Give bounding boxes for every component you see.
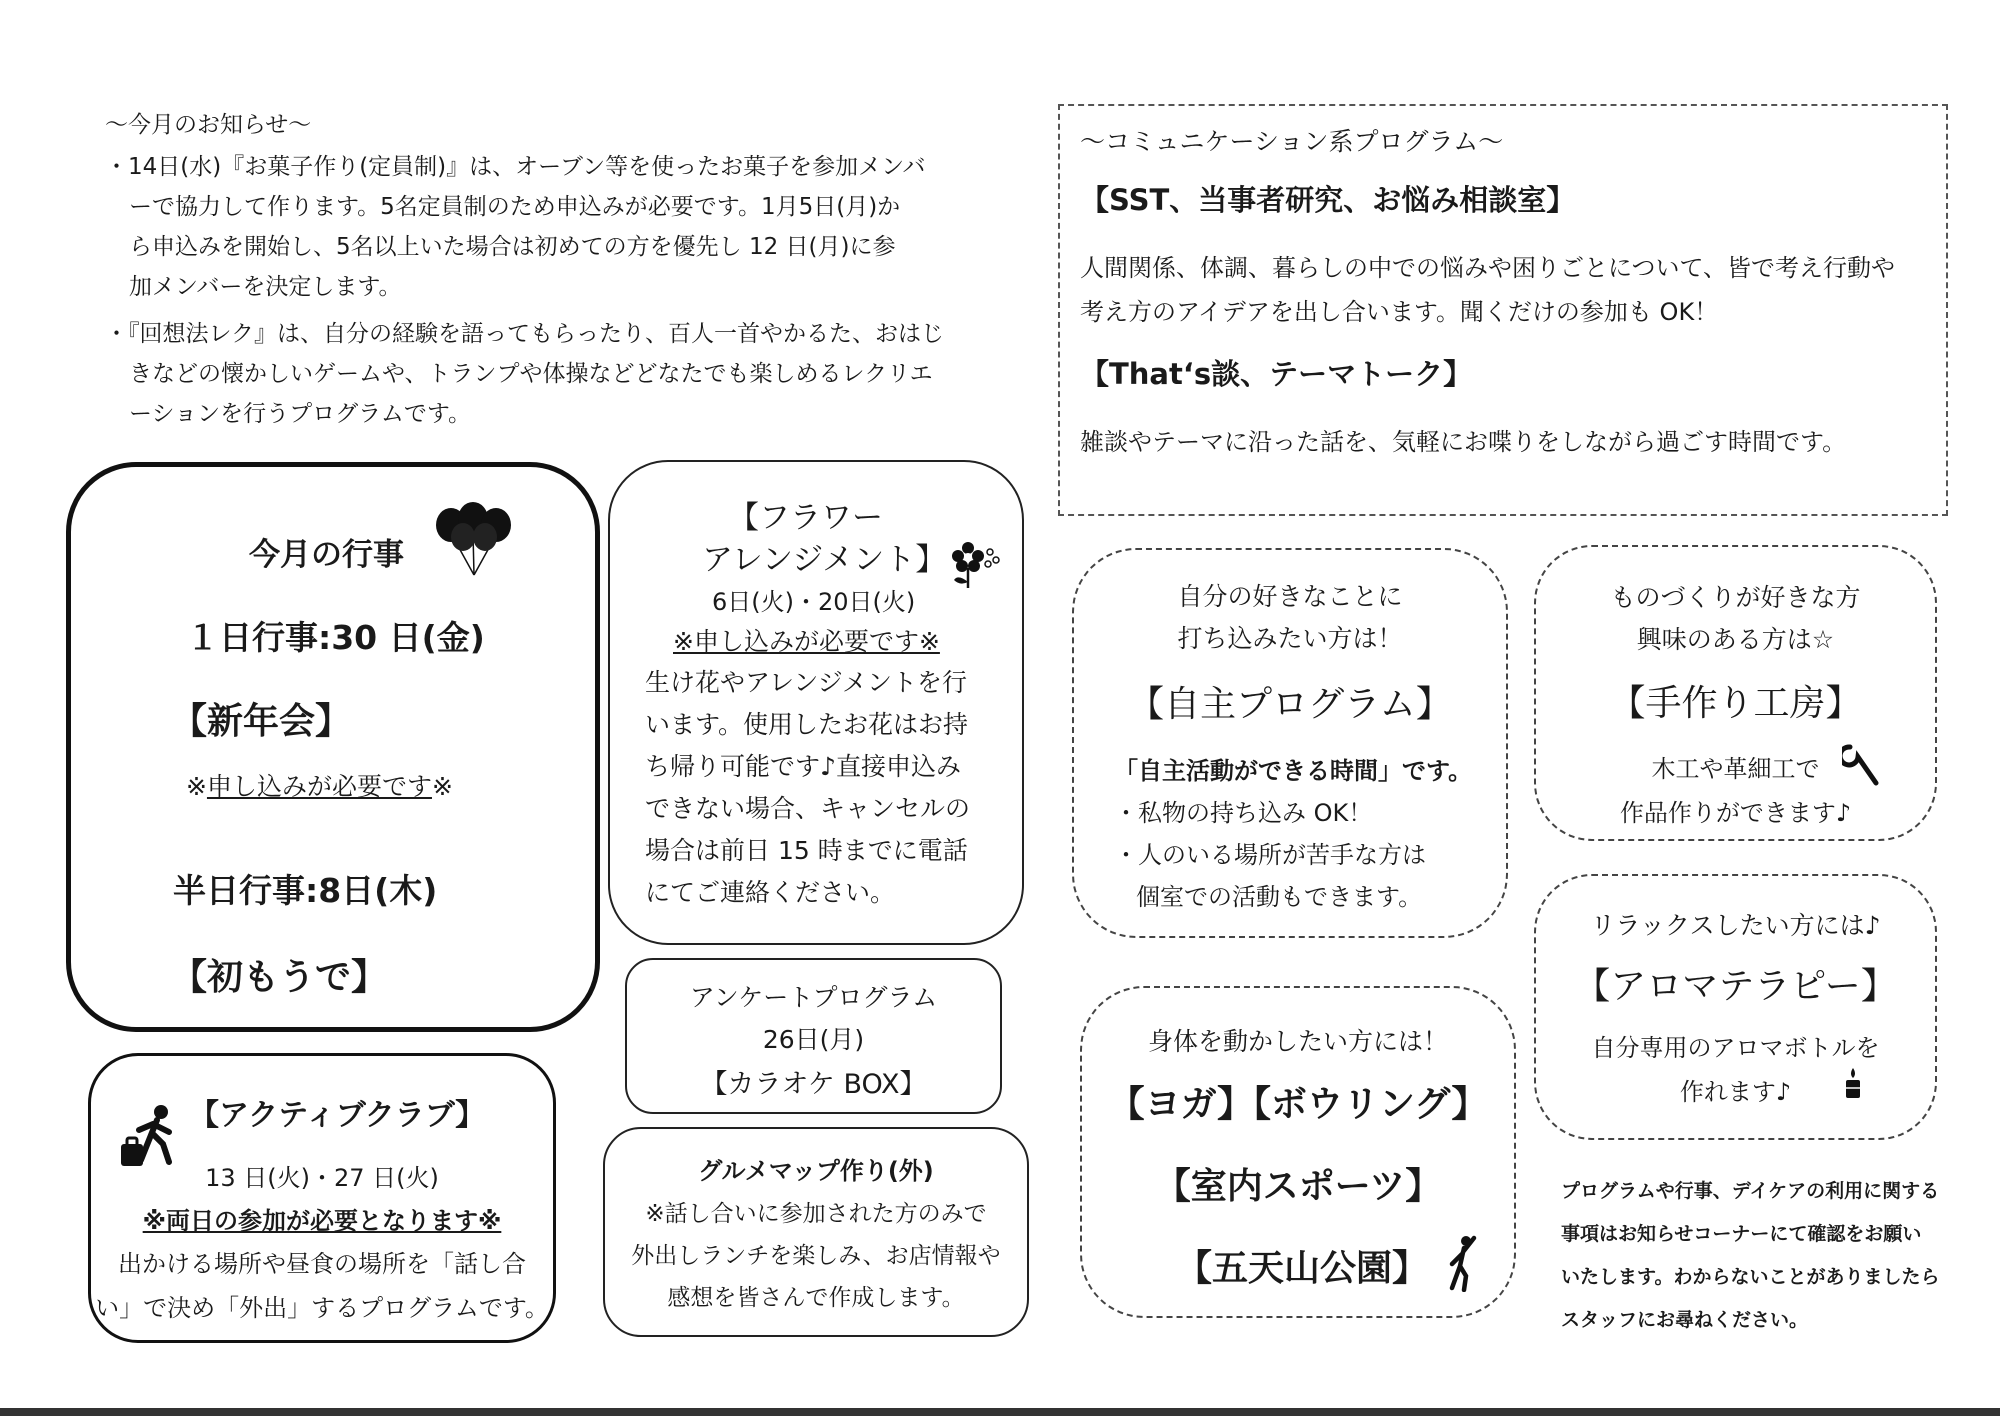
- sports-panel: [1080, 986, 1516, 1318]
- self-program-intro-line: 自分の好きなことに: [1177, 582, 1403, 611]
- handmade-body-line: 作品作りができます♪: [1619, 799, 1852, 827]
- flower-body: [645, 662, 970, 914]
- active-club-note: [91, 1201, 553, 1236]
- active-club-panel: [88, 1053, 556, 1343]
- active-club-title: 【アクティブクラブ】: [189, 1098, 486, 1133]
- footer-note-line: 事項はお知らせコーナーにて確認をお願い: [1561, 1223, 1922, 1245]
- self-program-body-line: ・人のいる場所が苦手な方は: [1114, 841, 1426, 869]
- active-club-body-line: 出かける場所や昼食の場所を「話し合: [118, 1250, 526, 1278]
- day-event-note: ※申し込みが必要です※: [186, 772, 453, 801]
- footer-note-line: プログラムや行事、デイケアの利用に関する: [1561, 1180, 1940, 1202]
- aroma-body: [1536, 1026, 1935, 1114]
- notice-item-1-line: 加メンバーを決定します。: [129, 274, 402, 300]
- notice-item-1-line: ら申込みを開始し、5名以上いた場合は初めての方を優先し 12 日(月)に参: [129, 234, 896, 260]
- flower-title-line1: 【フラワー: [728, 500, 883, 536]
- flower-dates: 6日(火)・20日(火): [712, 588, 916, 616]
- communication-heading: ～コミュニケーション系プログラム～: [1080, 127, 1504, 156]
- active-club-dates: 13 日(火)・27 日(火): [205, 1164, 439, 1192]
- notice-item-1: [105, 147, 925, 307]
- gourmet-panel: [603, 1127, 1029, 1337]
- flower-body-line: にてご連絡ください。: [645, 878, 896, 907]
- survey-date: 26日(月): [762, 1025, 865, 1054]
- theme-talk-body: 雑談やテーマに沿った話を、気軽にお喋りをしながら過ごす時間です。: [1080, 428, 1847, 456]
- communication-panel: [1058, 104, 1948, 516]
- self-program-intro: [1074, 576, 1506, 660]
- handmade-intro: [1536, 577, 1935, 661]
- self-program-body-line: 個室での活動もできます。: [1136, 883, 1423, 911]
- active-club-note-text: ※両日の参加が必要となります※: [142, 1207, 502, 1235]
- notice-item-1-line: ・14日(水)『お菓子作り(定員制)』は、オーブン等を使ったお菓子を参加メンバ: [105, 154, 926, 180]
- sports-intro: 身体を動かしたい方には！: [1147, 1027, 1448, 1056]
- flower-body-line: います。使用したお花はお持: [645, 710, 969, 739]
- day-event-note-text: 申し込みが必要です: [206, 772, 432, 801]
- aroma-body-line: 作れます♪: [1679, 1078, 1792, 1106]
- flower-note: [673, 622, 940, 658]
- self-program-body-line: ・私物の持ち込み OK！: [1114, 799, 1373, 827]
- theme-talk-title: 【That‘s談、テーマトーク】: [1080, 357, 1473, 391]
- flower-body-line: できない場合、キャンセルの: [645, 794, 971, 823]
- aroma-body-line: 自分専用のアロマボトルを: [1591, 1034, 1880, 1062]
- flower-icon: [948, 538, 1004, 590]
- handmade-intro-line: ものづくりが好きな方: [1610, 583, 1861, 612]
- notice-item-2-line: ・『回想法レク』は、自分の経験を語ってもらったり、百人一首やかるた、おはじ: [105, 321, 945, 347]
- flower-title-line2: アレンジメント】: [702, 542, 947, 578]
- balloons-icon: [433, 501, 515, 581]
- sports-park: 【五天山公園】: [1176, 1248, 1429, 1289]
- handmade-body-line: 木工や革細工で: [1651, 755, 1820, 783]
- gourmet-title: グルメマップ作り(外): [698, 1157, 934, 1185]
- stretching-person-icon: [1444, 1234, 1480, 1292]
- aroma-name: 【アロマテラピー】: [1574, 966, 1897, 1007]
- flower-panel: [608, 460, 1024, 945]
- aroma-intro: リラックスしたい方には♪: [1590, 911, 1881, 940]
- flower-note-text: ※申し込みが必要です※: [673, 627, 940, 656]
- notice-item-2-line: ーションを行うプログラムです。: [129, 401, 472, 427]
- footer-note: [1561, 1170, 1939, 1342]
- day-event-date: １日行事:30 日(金): [186, 618, 485, 657]
- footer-note-line: スタッフにお尋ねください。: [1561, 1309, 1809, 1331]
- handmade-name: 【手作り工房】: [1609, 683, 1862, 724]
- self-program-body-line: 「自主活動ができる時間」です。: [1114, 757, 1473, 785]
- bottom-border: [0, 1408, 2000, 1416]
- self-program-panel: [1072, 548, 1508, 938]
- self-program-body: [1114, 750, 1472, 918]
- gourmet-body-line: 外出しランチを楽しみ、お店情報や: [631, 1243, 1001, 1269]
- self-program-intro-line: 打ち込みたい方は！: [1177, 624, 1403, 653]
- wrench-icon: [1842, 743, 1882, 787]
- flower-body-line: ち帰り可能です♪直接申込み: [645, 752, 961, 781]
- handmade-panel: [1534, 545, 1937, 841]
- flower-body-line: 場合は前日 15 時までに電話: [645, 836, 968, 865]
- half-event-date: 半日行事:8日(木): [173, 871, 438, 910]
- sports-yoga-bowling: 【ヨガ】【ボウリング】: [1108, 1084, 1488, 1125]
- sst-program-body-line: 人間関係、体調、暮らしの中での悩みや困りごとについて、皆で考え行動や: [1080, 254, 1896, 282]
- aroma-panel: [1534, 874, 1937, 1140]
- notice-item-1-line: ーで協力して作ります。5名定員制のため申込みが必要です。1月5日(月)か: [129, 194, 901, 220]
- survey-title: アンケートプログラム: [689, 983, 938, 1012]
- notice-item-2: [105, 314, 944, 434]
- day-event-name: 【新年会】: [171, 701, 352, 742]
- flower-body-line: 生け花やアレンジメントを行: [645, 668, 968, 697]
- self-program-name: 【自主プログラム】: [1128, 684, 1452, 725]
- handmade-intro-line: 興味のある方は☆: [1636, 625, 1835, 654]
- gourmet-body-line: ※話し合いに参加された方のみで: [645, 1201, 987, 1227]
- sst-program-title: 【SST、当事者研究、お悩み相談室】: [1080, 183, 1576, 217]
- events-panel: [66, 462, 600, 1032]
- survey-panel: [625, 958, 1002, 1114]
- events-title: 今月の行事: [249, 537, 404, 573]
- gourmet-body-line: 感想を皆さんで作成します。: [667, 1285, 965, 1311]
- footer-note-line: いたします。わからないことがありましたら: [1561, 1266, 1940, 1288]
- notice-heading: ～今月のお知らせ～: [105, 112, 312, 138]
- sports-indoor: 【室内スポーツ】: [1154, 1166, 1442, 1207]
- sst-program-body: [1080, 246, 1895, 334]
- candle-icon: [1842, 1066, 1864, 1100]
- sst-program-body-line: 考え方のアイデアを出し合います。聞くだけの参加も OK！: [1080, 298, 1719, 326]
- notice-item-2-line: きなどの懐かしいゲームや、トランプや体操などどなたでも楽しめるレクリエ: [129, 361, 933, 387]
- survey-name: 【カラオケ BOX】: [700, 1069, 927, 1100]
- active-club-body: [91, 1242, 553, 1330]
- active-club-body-line: い」で決め「外出」するプログラムです。: [95, 1294, 549, 1322]
- half-event-name: 【初もうで】: [171, 957, 388, 998]
- gourmet-body: [605, 1193, 1027, 1319]
